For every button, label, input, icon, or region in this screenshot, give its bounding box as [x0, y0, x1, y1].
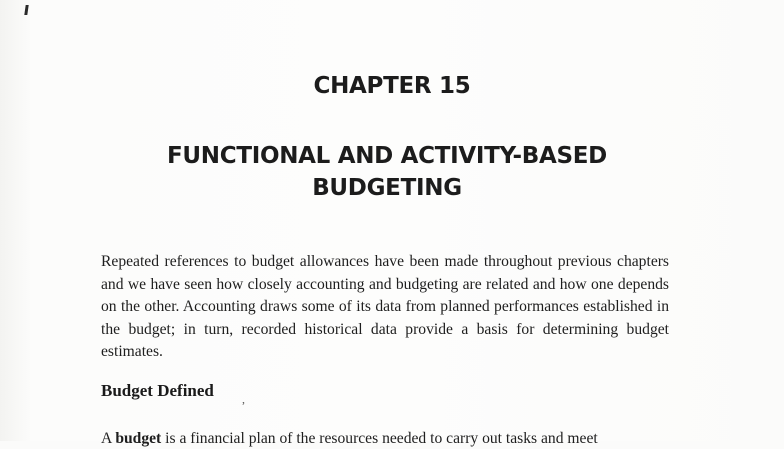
chapter-title: FUNCTIONAL AND ACTIVITY-BASED BUDGETING — [167, 143, 607, 201]
next-paragraph-article: A — [101, 430, 116, 447]
stray-mark: , — [242, 392, 245, 406]
next-paragraph-start — [101, 429, 671, 449]
page-edge-mark — [24, 5, 28, 15]
next-paragraph-rest: is a financial plan of the resources needed to carry out tasks and meet — [161, 430, 598, 447]
intro-paragraph: Repeated references to budget allowances have been made throughout previous chapters and we have seen how closely accounting and budgeting are related and how one depends on the other. Accounting draws some of its data from planned performances established in the budget; in turn, recorded historical data provide a basis for determining budget estimates. — [101, 253, 669, 360]
section-heading: Budget Defined — [101, 381, 214, 400]
budget-term: budget — [115, 430, 162, 447]
chapter-label: CHAPTER 15 — [313, 73, 471, 99]
